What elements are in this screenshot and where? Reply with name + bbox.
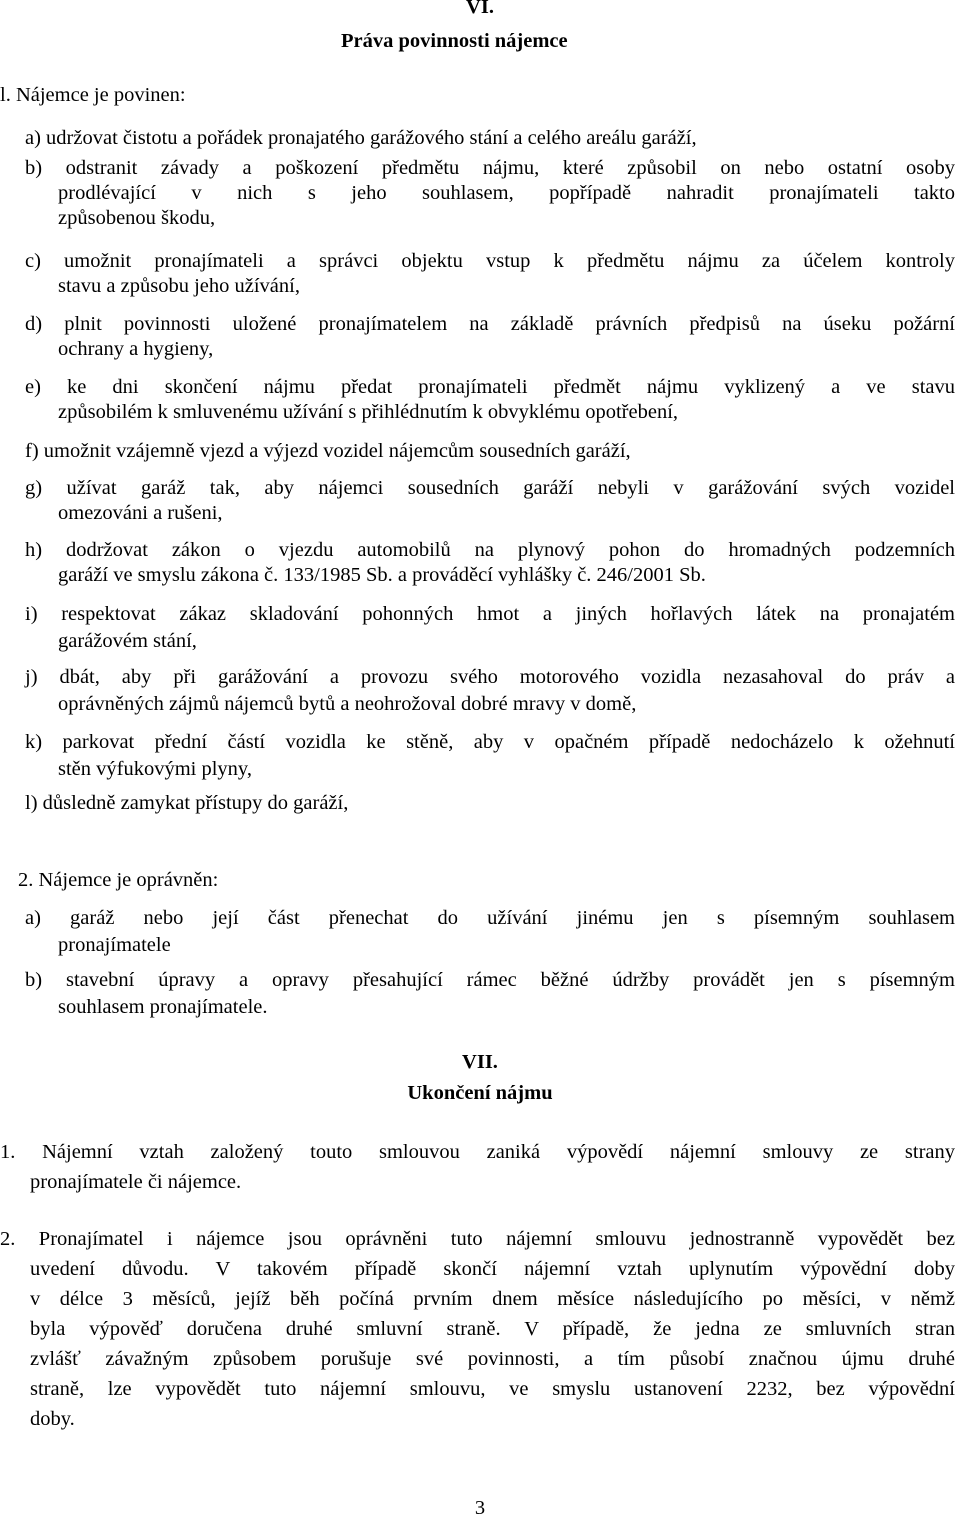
- obligations-label: l. Nájemce je povinen:: [0, 84, 186, 106]
- section-title: Ukončení nájmu: [407, 1082, 553, 1104]
- right-item-line: b) stavební úpravy a opravy přesahující rámec běžné údržby provádět jen s písemným: [25, 969, 955, 991]
- obligation-item: [25, 791, 955, 816]
- obligation-item-line: garáží ve smyslu zákona č. 133/1985 Sb. a prováděcí vyhlášky č. 246/2001 Sb.: [58, 564, 706, 586]
- termination-item-line: zvlášť závažným způsobem porušuje své povinnosti, a tím působí značnou újmu druhé: [30, 1348, 955, 1370]
- termination-item: [0, 1224, 955, 1434]
- obligation-item-line: e) ke dni skončení nájmu předat pronajímateli předmět nájmu vyklizený a ve stavu: [25, 376, 955, 398]
- obligation-item-line: k) parkovat přední částí vozidla ke stěně, aby v opačném případě nedocházelo k ožehnutí: [25, 731, 955, 753]
- obligation-item-line: d) plnit povinnosti uložené pronajímatelem na základě právních předpisů na úseku požární: [25, 313, 955, 335]
- section-number: VI.: [466, 0, 494, 18]
- obligation-item-line: g) užívat garáž tak, aby nájemci sousedních garáží nebyli v garážování svých vozidel: [25, 477, 955, 499]
- termination-item-line: pronajímatele či nájemce.: [30, 1171, 242, 1193]
- termination-item-line: byla výpověď doručena druhé smluvní straně. V případě, že jedna ze smluvních stran: [30, 1318, 955, 1340]
- termination-item-line: doby.: [30, 1408, 75, 1430]
- obligation-item-line: c) umožnit pronajímateli a správci objektu vstup k předmětu nájmu za účelem kontroly: [25, 250, 955, 272]
- obligation-item-line: i) respektovat zákaz skladování pohonných hmot a jiných hořlavých látek na pronajatém: [25, 603, 955, 625]
- obligation-item-line: ochrany a hygieny,: [58, 338, 214, 360]
- obligation-item: [25, 538, 955, 588]
- right-item: [25, 967, 955, 1021]
- obligation-item-line: j) dbát, aby při garážování a provozu svého motorového vozidla nezasahoval do práv a: [25, 666, 955, 688]
- obligation-item-line: garážovém stání,: [58, 630, 197, 652]
- obligation-item: [25, 156, 955, 231]
- section-number: VII.: [462, 1051, 498, 1073]
- obligation-item: [25, 375, 955, 425]
- section-title-text: Práva povinnosti nájemce: [341, 30, 568, 52]
- obligation-item-line: způsobenou škodu,: [58, 207, 216, 229]
- termination-item-line: uvedení důvodu. V takovém případě skončí nájemní vztah uplynutím výpovědní doby: [30, 1258, 955, 1280]
- right-item-line: souhlasem pronajímatele.: [58, 996, 268, 1018]
- obligation-item: [25, 439, 955, 464]
- rights-label: 2. Nájemce je oprávněn:: [18, 869, 219, 891]
- page-number: 3: [474, 1497, 486, 1519]
- obligation-item-line: stěn výfukovými plyny,: [58, 758, 252, 780]
- obligation-item: [25, 249, 955, 299]
- obligation-item: [25, 664, 955, 718]
- obligation-item-line: omezováni a rušeni,: [58, 502, 223, 524]
- obligation-item: [25, 476, 955, 526]
- termination-item-line: 2. Pronajímatel i nájemce jsou oprávněni tuto nájemní smlouvu jednostranně vypovědět bez: [0, 1228, 955, 1250]
- termination-item-line: 1. Nájemní vztah založený touto smlouvou zaniká výpovědí nájemní smlouvy ze strany: [0, 1141, 955, 1163]
- termination-item: [0, 1137, 955, 1197]
- obligation-item-line: f) umožnit vzájemně vjezd a výjezd vozidel nájemcům sousedních garáží,: [25, 440, 631, 462]
- obligation-item: [25, 126, 955, 151]
- obligation-item-line: b) odstranit závady a poškození předmětu nájmu, které způsobil on nebo ostatní osoby: [25, 157, 955, 179]
- obligation-item-line: prodlévající v nich s jeho souhlasem, popřípadě nahradit pronajímateli takto: [58, 182, 955, 204]
- obligation-item-line: l) důsledně zamykat přístupy do garáží,: [25, 792, 349, 814]
- right-item-line: a) garáž nebo její část přenechat do užívání jinému jen s písemným souhlasem: [25, 907, 955, 929]
- termination-item-line: straně, lze vypovědět tuto nájemní smlouvu, ve smyslu ustanovení 2232, bez výpovědní: [30, 1378, 955, 1400]
- obligation-item: [25, 601, 955, 655]
- obligation-item-line: a) udržovat čistotu a pořádek pronajatého garážového stání a celého areálu garáží,: [25, 127, 697, 149]
- obligation-item-line: stavu a způsobu jeho užívání,: [58, 275, 300, 297]
- obligation-item-line: způsobilém k smluvenému užívání s přihlédnutím k obvyklému opotřebení,: [58, 401, 679, 423]
- termination-item-line: v délce 3 měsíců, jejíž běh počíná prvním dnem měsíce následujícího po měsíci, v němž: [30, 1288, 955, 1310]
- obligation-item: [25, 729, 955, 783]
- obligation-item-line: oprávněných zájmů nájemců bytů a neohrožoval dobré mravy v domě,: [58, 693, 637, 715]
- obligation-item-line: h) dodržovat zákon o vjezdu automobilů na plynový pohon do hromadných podzemních: [25, 539, 955, 561]
- right-item-line: pronajímatele: [58, 934, 171, 956]
- obligation-item: [25, 312, 955, 362]
- right-item: [25, 905, 955, 959]
